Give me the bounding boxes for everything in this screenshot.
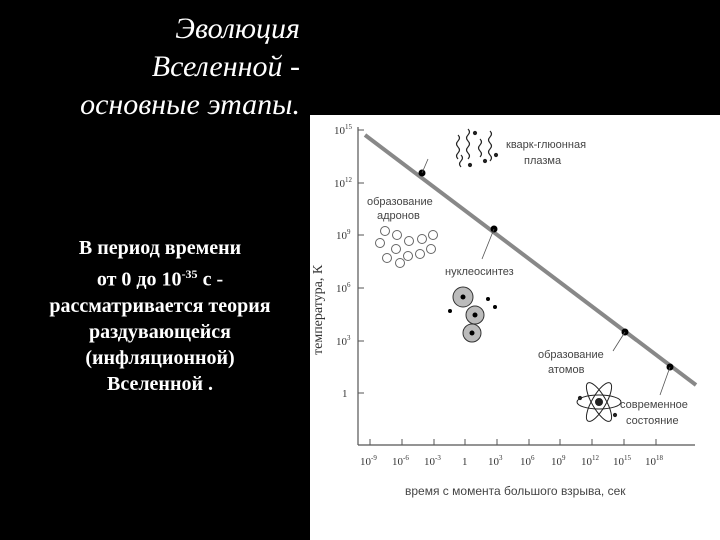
description-text	[10, 235, 310, 397]
x-tick-10: $10^{18}$	[645, 454, 663, 468]
y-tick-3: $10^9$	[336, 228, 351, 242]
x-tick-4: 1	[462, 456, 468, 468]
label-atoms-2: атомов	[548, 364, 585, 376]
desc-line-5: (инфляционной)	[85, 346, 235, 369]
x-tick-5: $10^3$	[488, 454, 503, 468]
x-tick-3: $10^{-3}$	[424, 454, 441, 468]
y-tick-5: $10^3$	[336, 334, 351, 348]
x-tick-7: $10^9$	[551, 454, 566, 468]
diagram-svg	[310, 115, 720, 540]
label-present-2: состояние	[626, 415, 679, 427]
title-line-3: основные этапы.	[80, 88, 300, 121]
desc-exponent: -35	[181, 267, 198, 281]
label-hadrons-2: адронов	[377, 210, 420, 222]
desc-line-2a: от 0 до 10	[96, 268, 182, 291]
y-tick-marks	[358, 130, 364, 393]
x-tick-8: $10^{12}$	[581, 454, 599, 468]
label-present-1: современное	[620, 399, 688, 411]
hadrons-icon	[376, 227, 438, 268]
x-tick-1: $10^{-9}$	[360, 454, 377, 468]
slide-title	[0, 10, 300, 124]
label-quark-plasma-1: кварк-глюонная	[506, 139, 587, 151]
label-hadrons-1: образование	[367, 196, 433, 208]
y-tick-6: 1	[342, 388, 348, 400]
nuclei-icon	[448, 287, 497, 342]
temperature-line	[365, 135, 696, 385]
title-line-2: Вселенной -	[151, 50, 300, 83]
desc-line-2	[10, 261, 310, 293]
y-tick-2: $10^{12}$	[334, 176, 352, 190]
x-tick-9: $10^{15}$	[613, 454, 631, 468]
y-axis-label: температура, К	[311, 264, 326, 355]
desc-line-1: В период времени	[78, 237, 242, 259]
y-tick-4: $10^6$	[336, 281, 351, 295]
desc-line-2b: с -	[197, 268, 224, 291]
label-quark-plasma-2: плазма	[524, 155, 562, 167]
desc-line-6: Вселенной .	[106, 372, 213, 395]
x-axis-label: время с момента большого взрыва, сек	[405, 484, 626, 498]
evolution-diagram	[310, 115, 720, 540]
title-line-1: Эволюция	[175, 12, 300, 45]
desc-line-4: раздувающейся	[89, 320, 231, 343]
quark-plasma-icon	[457, 129, 498, 167]
x-tick-2: $10^{-6}$	[392, 454, 409, 468]
label-nucleosynthesis: нуклеосинтез	[445, 266, 514, 278]
x-tick-6: $10^6$	[520, 454, 535, 468]
desc-line-3: рассматривается теория	[49, 294, 271, 317]
label-atoms-1: образование	[538, 349, 604, 361]
x-tick-marks	[370, 439, 656, 445]
atom-icon	[577, 379, 621, 424]
y-tick-1: $10^{15}$	[334, 123, 352, 137]
